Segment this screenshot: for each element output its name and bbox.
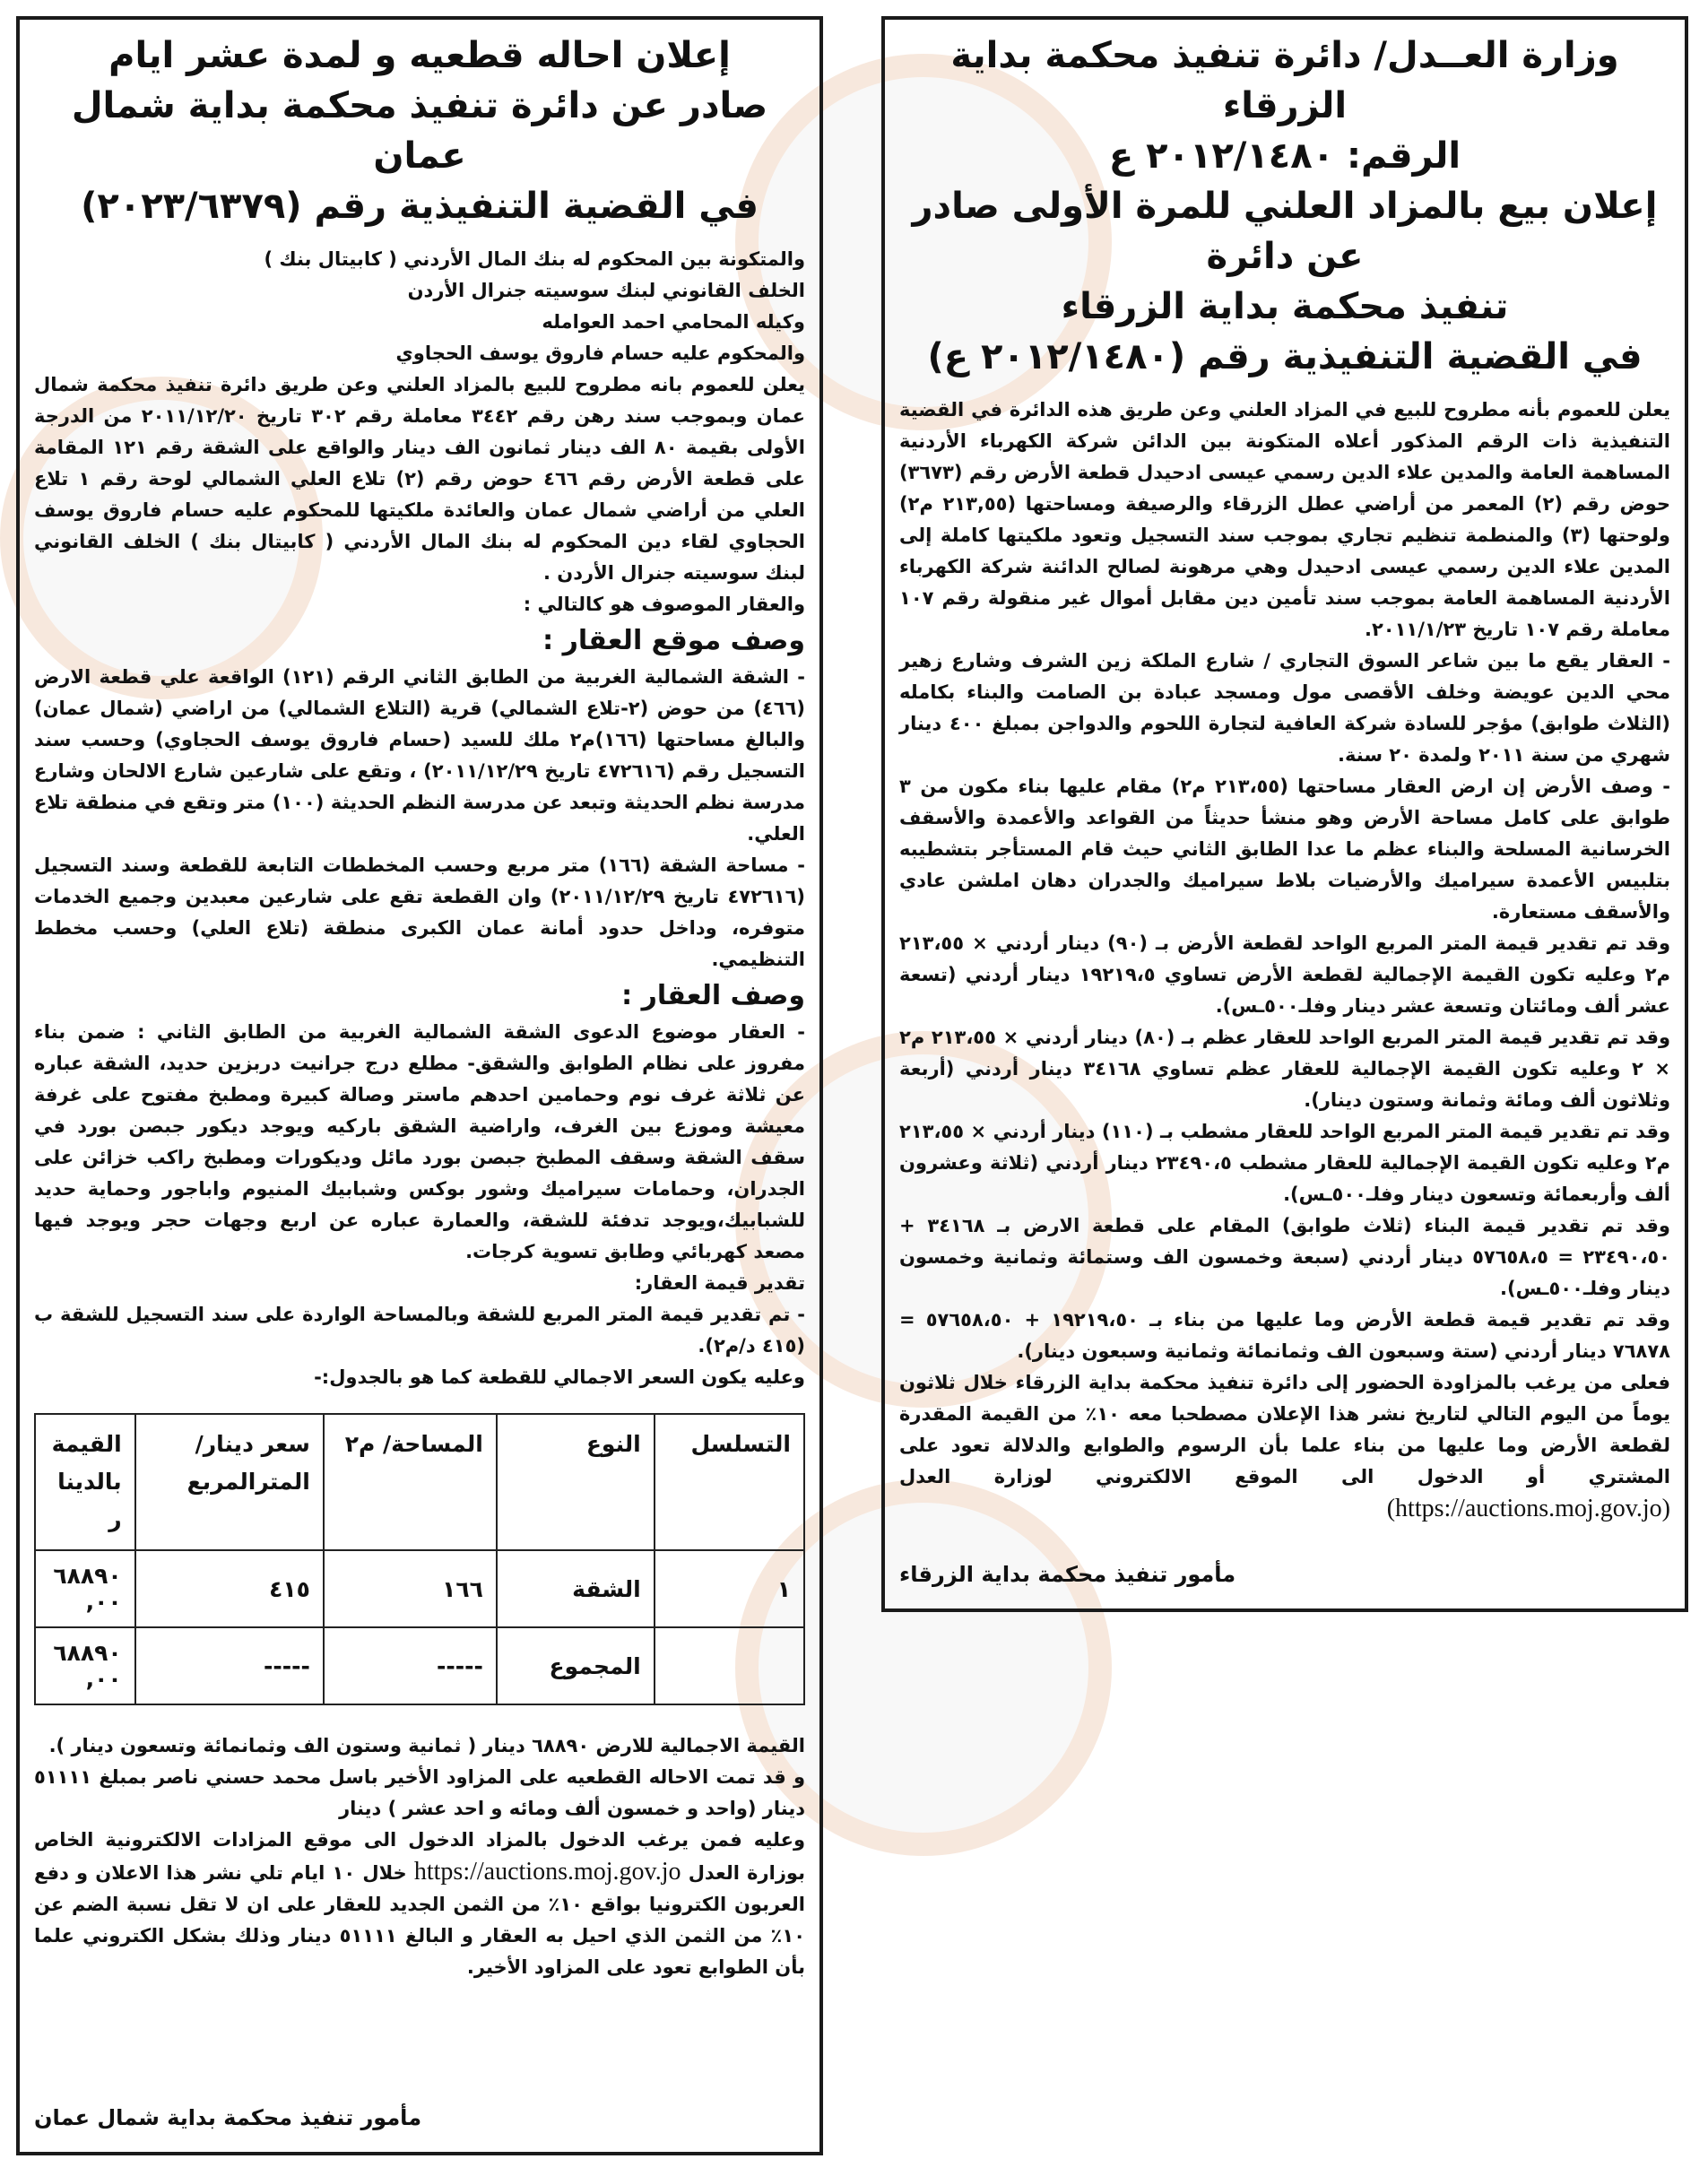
announcement-title-cont: تنفيذ محكمة بداية الزرقاء <box>1061 286 1509 327</box>
paragraph: - مساحة الشقة (١٦٦) متر مربع وحسب المخططات التابعة للقطعة وسند التسجيل (٤٧٢٦١٦ تاريخ ٢٠١١/١٢/٢٩) وان القطعة تقع على شارعين معبدين وجميع الخدمات متوفره، وداخل حدود أمانة عمان الكبرى منطقة (تلاع العلي) وحسب مخطط التنظيمي. <box>34 854 805 970</box>
north-amman-final-award-announcement <box>16 16 823 2155</box>
signature: مأمور تنفيذ محكمة بداية الزرقاء <box>899 1562 1236 1587</box>
table-header-row <box>35 1414 804 1550</box>
instructions-text: وعليه فمن يرغب الدخول بالمزاد الدخول الى موقع المزادات الالكترونية الخاص بوزارة العدل <box>34 1829 805 1884</box>
valuation-table <box>34 1413 805 1705</box>
paragraph: - وصف الأرض إن ارض العقار مساحتها (٢١٣،٥٥ م٢) مقام عليها بناء مكون من ٣ طوابق على كامل مساحة الأرض وهو منشأ حديثاً من القواعد والأعمدة والأسقف الخرسانية المسلحة والبناء عظم ما عدا الطابق الثاني حيث قام المستأجر بتشطيبه بتلبيس الأعمدة سيراميك والأرضيات بلاط سيراميك والجدران دهان املشن عادي والأسقف مستعارة. <box>899 776 1670 923</box>
announcement-header <box>899 30 1670 382</box>
described-label: والعقار الموصوف هو كالتالي : <box>523 594 805 615</box>
table-row <box>35 1550 804 1627</box>
announcement-header <box>34 30 805 231</box>
cell-price: ----- <box>135 1627 324 1704</box>
auctions-url-link[interactable]: https://auctions.moj.gov.jo <box>413 1858 681 1886</box>
cell-serial <box>655 1627 804 1704</box>
party-line: والمحكوم عليه حسام فاروق يوسف الحجاوي <box>395 342 805 364</box>
table-intro: وعليه يكون السعر الاجمالي للقطعة كما هو بالجدول:- <box>314 1366 805 1388</box>
announcement-title: إعلان احاله قطعيه و لمدة عشر ايام <box>108 35 731 76</box>
auctions-url-link[interactable]: (https://auctions.moj.gov.jo) <box>1386 1495 1670 1522</box>
issuing-court: صادر عن دائرة تنفيذ محكمة بداية شمال عمان <box>71 85 768 177</box>
column-header-value: القيمة بالدينار <box>35 1414 135 1550</box>
party-line: الخلف القانوني لبنك سوسيته جنرال الأردن <box>407 280 805 301</box>
paragraph: - تم تقدير قيمة المتر المربع للشقة وبالمساحة الواردة على سند التسجيل للشقة ب (٤١٥ د/م٢). <box>34 1304 805 1357</box>
closing-text <box>34 1730 805 1983</box>
zarqa-auction-announcement <box>881 16 1688 1612</box>
column-header-area: المساحة/ م٢ <box>324 1414 497 1550</box>
party-line: والمتكونة بين المحكوم له بنك المال الأردني ( كابيتال بنك ) <box>264 248 805 270</box>
cell-price: ٤١٥ <box>135 1550 324 1627</box>
case-number: الرقم: ٢٠١٢/١٤٨٠ ع <box>1108 135 1461 177</box>
column-header-type: النوع <box>497 1414 655 1550</box>
paragraph: وقد تم تقدير قيمة قطعة الأرض وما عليها من بناء بـ ١٩٢١٩،٥٠ + ٥٧٦٥٨،٥٠ = ٧٦٨٧٨ دينار أردني (ستة وسبعون الف وثمانمائة وثمانية وسبعون دينار). <box>899 1309 1670 1362</box>
table-total-row <box>35 1627 804 1704</box>
paragraph: وقد تم تقدير قيمة البناء (ثلاث طوابق) المقام على قطعة الارض بـ ٣٤١٦٨ + ٢٣٤٩٠،٥٠ = ٥٧٦٥٨،٥ دينار أردني (سبعة وخمسون الف وستمائة وثمانية وخمسون دينار وفلـ٥٠٠ـس). <box>899 1215 1670 1299</box>
property-heading: وصف العقار : <box>621 980 805 1011</box>
intro-paragraph: يعلن للعموم بانه مطروح للبيع بالمزاد العلني وعن طريق دائرة تنفيذ محكمة شمال عمان وبموجب سند رهن رقم ٣٤٤٢ معاملة رقم ٣٠٢ تاريخ ٢٠١١/١٢/٢٠ من الدرجة الأولى بقيمة ٨٠ الف دينار ثمانون الف دينار والواقع على الشقة رقم ١٢١ المقامة على قطعة الأرض رقم ٤٦٦ حوض رقم (٢) تلاع العلي الشمالي لوحة رقم ١ تلاع العلي من أراضي شمال عمان والعائدة ملكيتها للمحكوم عليه حسام فاروق يوسف الحجاوي لقاء دين المحكوم له بنك المال الأردني ( كابيتال بنك ) الخلف القانوني لبنك سوسيته جنرال الأردن . <box>34 374 806 584</box>
cell-area: ----- <box>324 1627 497 1704</box>
total-value: القيمة الاجمالية للارض ٦٨٨٩٠ دينار ( ثمانية وستون الف وثمانمائة وتسعون دينار ). <box>48 1735 805 1756</box>
paragraph: - العقار موضوع الدعوى الشقة الشمالية الغربية من الطابق الثاني : ضمن بناء مفروز على نظام الطوابق والشقق- مطلع درج جرانيت دربزين حديد، الشقة عباره عن ثلاثة غرف نوم وحمامين احدهم ماستر وصالة كبيرة ومطبخ مفتوح على غرفة معيشة وموزع بين الغرف، واراضية الشقق باركيه ويوجد ديكور جبصن بورد في سقف الشقة وسقف المطبخ جبصن بورد مائل وديكورات ومطبخ راكب خزائن على الجدران، وحمامات سيراميك وشور بوكس وشبابيك المنيوم واباجور وحماية حديد للشبابيك،ويوجد تدفئة للشقة، والعمارة عباره عن اربع وجهات حجر ويوجد فيها مصعد كهربائي وطابق تسوية كرجات. <box>34 1021 805 1262</box>
location-heading: وصف موقع العقار : <box>542 625 805 656</box>
paragraph: يعلن للعموم بأنه مطروح للبيع في المزاد العلني وعن طريق هذه الدائرة في القضية التنفيذية ذات الرقم المذكور أعلاه المتكونة بين الدائن شركة الكهرباء الأردنية المساهمة العامة والمدين علاء الدين رسمي عيسى ادحيدل قطعة الأرض رقم (٣٦٧٣) حوض رقم (٢) المعمر من أراضي عطل الزرقاء والرصيفة ومساحتها (٢١٣,٥٥ م٢) ولوحتها (٣) والمنطمة تنظيم تجاري بموجب سند التسجيل وتعود ملكيتها كاملة إلى المدين علاء الدين رسمي عيسى ادحيدل وهي مرهونة لصالح الدائنة شركة الكهرباء الأردنية المساهمة العامة بموجب سند تأمين دين مقابل أموال غير منقولة رقم ١٠٧ معاملة رقم ١٠٧ تاريخ ٢٠١١/١/٢٣. <box>899 399 1670 640</box>
case-reference: في القضية التنفيذية رقم (٢٠٢٣/٦٣٧٩) <box>81 186 759 227</box>
cell-area: ١٦٦ <box>324 1550 497 1627</box>
ministry-title: وزارة العــدل/ دائرة تنفيذ محكمة بداية الزرقاء <box>950 35 1619 126</box>
valuation-heading: تقدير قيمة العقار: <box>634 1272 805 1294</box>
paragraph: وقد تم تقدير قيمة المتر المربع الواحد لقطعة الأرض بـ (٩٠) دينار أردني × ٢١٣،٥٥ م٢ وعليه تكون القيمة الإجمالية لقطعة الأرض تساوي ١٩٢١٩،٥ دينار أردني (تسعة عشر ألف ومائتان وتسعة عشر دينار وفلـ٥٠٠ـس). <box>899 932 1671 1017</box>
paragraph: - الشقة الشمالية الغربية من الطابق الثاني الرقم (١٢١) الواقعة علي قطعة الارض (٤٦٦) من حوض (٢-تلاع الشمالي) قرية (التلاع الشمالي) من اراضي (شمال عمان) والبالغ مساحتها (١٦٦)م٢ ملك للسيد (حسام فاروق يوسف الحجاوي) وحسب سند التسجيل رقم (٤٧٢٦١٦ تاريخ ٢٠١١/١٢/٢٩) ، وتقع على شارعين شارع الالحان وشارع مدرسة نظم الحديثة وتبعد عن مدرسة النظم الحديثة (١٠٠) متر وتقع في منطقة تلاع العلي. <box>34 666 806 845</box>
signature: مأمور تنفيذ محكمة بداية شمال عمان <box>34 2105 422 2130</box>
award-statement: و قد تمت الاحاله القطعيه على المزاود الأخير باسل محمد حسني ناصر بمبلغ ٥١١١١ دينار (واحد و خمسون ألف ومائه و احد عشر ) دينار <box>34 1766 805 1819</box>
column-header-price: سعر دينار/ المترالمربع <box>135 1414 324 1550</box>
bidding-instructions <box>34 1825 805 1983</box>
cell-serial: ١ <box>655 1550 804 1627</box>
announcement-body <box>899 395 1670 1526</box>
paragraph: وقد تم تقدير قيمة المتر المربع الواحد للعقار عظم بـ (٨٠) دينار أردني × ٢١٣،٥٥ م٢ × ٢ وعليه تكون القيمة الإجمالية للعقار عظم تساوي ٣٤١٦٨ دينار أردني (أربعة وثلاثون ألف ومائة وثمانة وستون دينار). <box>899 1027 1670 1111</box>
paragraph: وقد تم تقدير قيمة المتر المربع الواحد للعقار مشطب بـ (١١٠) دينار أردني × ٢١٣،٥٥ م٢ وعليه تكون القيمة الإجمالية للعقار مشطب ٢٣٤٩٠،٥ دينار أردني (ثلاثة وعشرون ألف وأربعمائة وتسعون دينار وفلـ٥٠٠ـس). <box>899 1121 1671 1205</box>
party-line: وكيله المحامي احمد العوامله <box>542 311 805 333</box>
paragraph: - العقار يقع ما بين شاعر السوق التجاري / شارع الملكة زين الشرف وشارع زهير محي الدين عويضة وخلف الأقصى مول ومسجد عبادة بن الصامت والبناء بكامله (الثلاث طوابق) مؤجر للسادة شركة العافية لتجارة اللحوم والدواجن بمبلغ ٤٠٠ دينار شهري من سنة ٢٠١١ ولمدة ٢٠ سنة. <box>899 650 1671 766</box>
column-header-serial: التسلسل <box>655 1414 804 1550</box>
paragraph <box>899 1367 1670 1526</box>
cell-type: المجموع <box>497 1627 655 1704</box>
announcement-body <box>34 244 805 1393</box>
announcement-title: إعلان بيع بالمزاد العلني للمرة الأولى صادر عن دائرة <box>912 186 1658 277</box>
case-reference: في القضية التنفيذية رقم (٢٠١٢/١٤٨٠ ع) <box>927 336 1643 377</box>
cell-value: ٦٨٨٩٠,٠٠ <box>35 1550 135 1627</box>
bidding-instructions: فعلى من يرغب بالمزاودة الحضور إلى دائرة تنفيذ محكمة بداية الزرقاء خلال ثلاثون يوماً من اليوم التالي لتاريخ نشر هذا الإعلان مصطحبا معه ١٠٪ من القيمة المقدرة لقطعة الأرض وما عليها من بناء علما بأن الرسوم والطوابع والدلالة تعود على المشتري أو الدخول الى الموقع الالكتروني لوزارة العدل <box>899 1372 1670 1487</box>
cell-value: ٦٨٨٩٠,٠٠ <box>35 1627 135 1704</box>
instructions-text: خلال ١٠ ايام تلي نشر هذا الاعلان و دفع العربون الكترونيا بواقع ١٠٪ من الثمن الجديد للعقار على ان لا تقل نسبة الضم عن ١٠٪ من الثمن الذي احيل به العقار و البالغ ٥١١١١ دينار وذلك بشكل الكتروني علما بأن الطوابع تعود على المزاود الأخير. <box>34 1862 806 1978</box>
cell-type: الشقة <box>497 1550 655 1627</box>
